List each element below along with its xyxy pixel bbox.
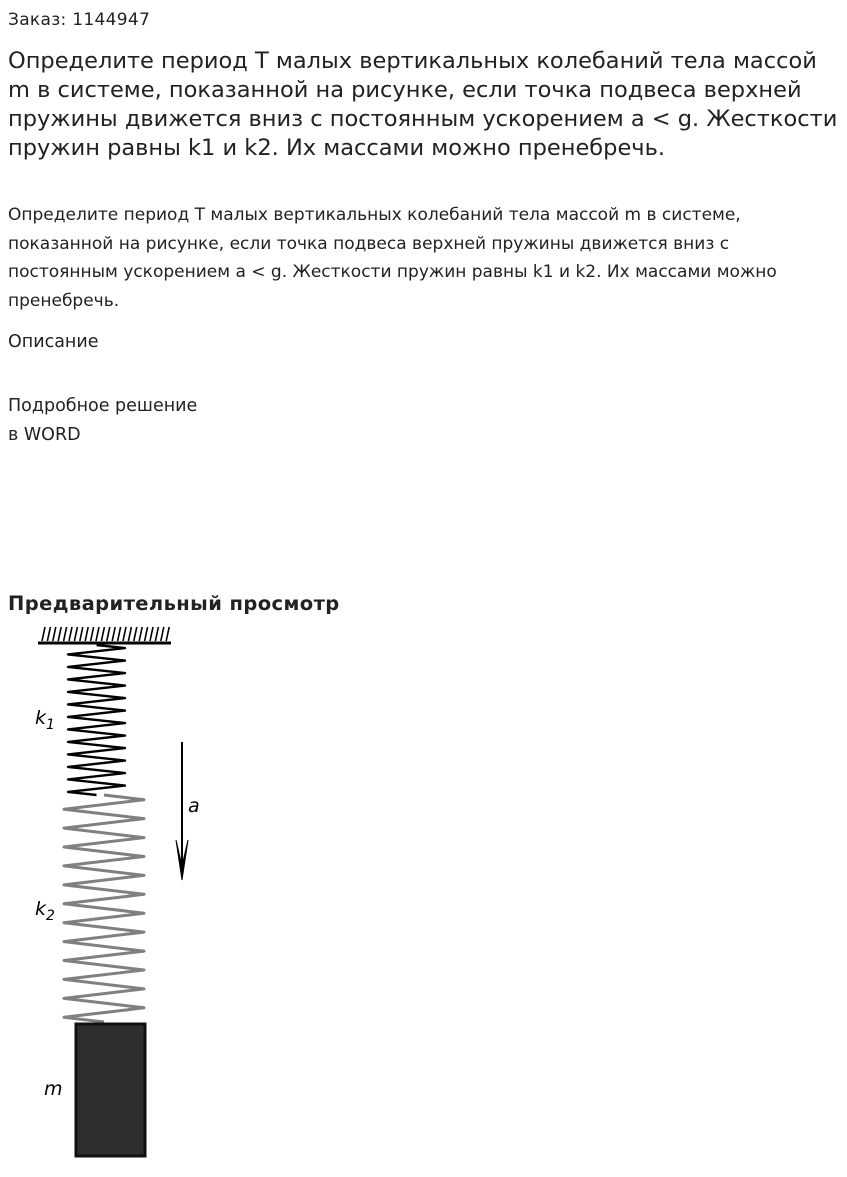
hatch-mark: [134, 627, 137, 641]
hatch-mark: [128, 627, 131, 641]
order-number: Заказ: 1144947: [8, 10, 151, 30]
hatch-mark: [139, 627, 142, 641]
acceleration-label: a: [188, 795, 200, 817]
mass-label: m: [44, 1078, 63, 1100]
hatch-mark: [53, 627, 56, 641]
solution-line-1: Подробное решение: [8, 396, 198, 416]
hatch-mark: [96, 627, 99, 641]
hatch-mark: [85, 627, 88, 641]
solution-line-2: в WORD: [8, 425, 81, 445]
hatch-mark: [74, 627, 77, 641]
hatch-mark: [58, 627, 61, 641]
ceiling-hatching: [42, 627, 169, 641]
hatch-mark: [101, 627, 104, 641]
k2-label: $k_2$: [35, 898, 55, 924]
solution-info: [8, 392, 197, 450]
hatch-mark: [112, 627, 115, 641]
k1-label: $k_1$: [35, 707, 55, 733]
hatch-mark: [47, 627, 50, 641]
hatch-mark: [64, 627, 67, 641]
hatch-mark: [161, 627, 164, 641]
hatch-mark: [118, 627, 121, 641]
description-label: Описание: [8, 332, 99, 352]
mass-block: [76, 1024, 145, 1156]
hatch-mark: [145, 627, 148, 641]
hatch-mark: [107, 627, 110, 641]
hatch-mark: [80, 627, 83, 641]
hatch-mark: [42, 627, 45, 641]
spring-system-diagram: [0, 620, 260, 1170]
problem-title: Определите период T малых вертикальных колебаний тела массой m в системе, показанной на рисунке, если точка подвеса верхней пружины движется вниз с постоянным ускорением a < g. Жесткости пружин равны k1 и k2. Их массами можно пренебречь.: [8, 48, 838, 161]
spring-system-figure: [0, 620, 260, 1170]
hatch-mark: [166, 627, 169, 641]
hatch-mark: [155, 627, 158, 641]
hatch-mark: [123, 627, 126, 641]
preview-heading: Предварительный просмотр: [8, 592, 340, 615]
upper-spring: [68, 645, 125, 795]
hatch-mark: [91, 627, 94, 641]
hatch-mark: [150, 627, 153, 641]
hatch-mark: [69, 627, 72, 641]
lower-spring: [64, 795, 144, 1022]
problem-description: Определите период T малых вертикальных колебаний тела массой m в системе, показанной на рисунке, если точка подвеса верхней пружины движется вниз с постоянным ускорением a < g. Жесткости пружин равны k1 и k2. Их массами можно пренебречь.: [8, 205, 777, 311]
